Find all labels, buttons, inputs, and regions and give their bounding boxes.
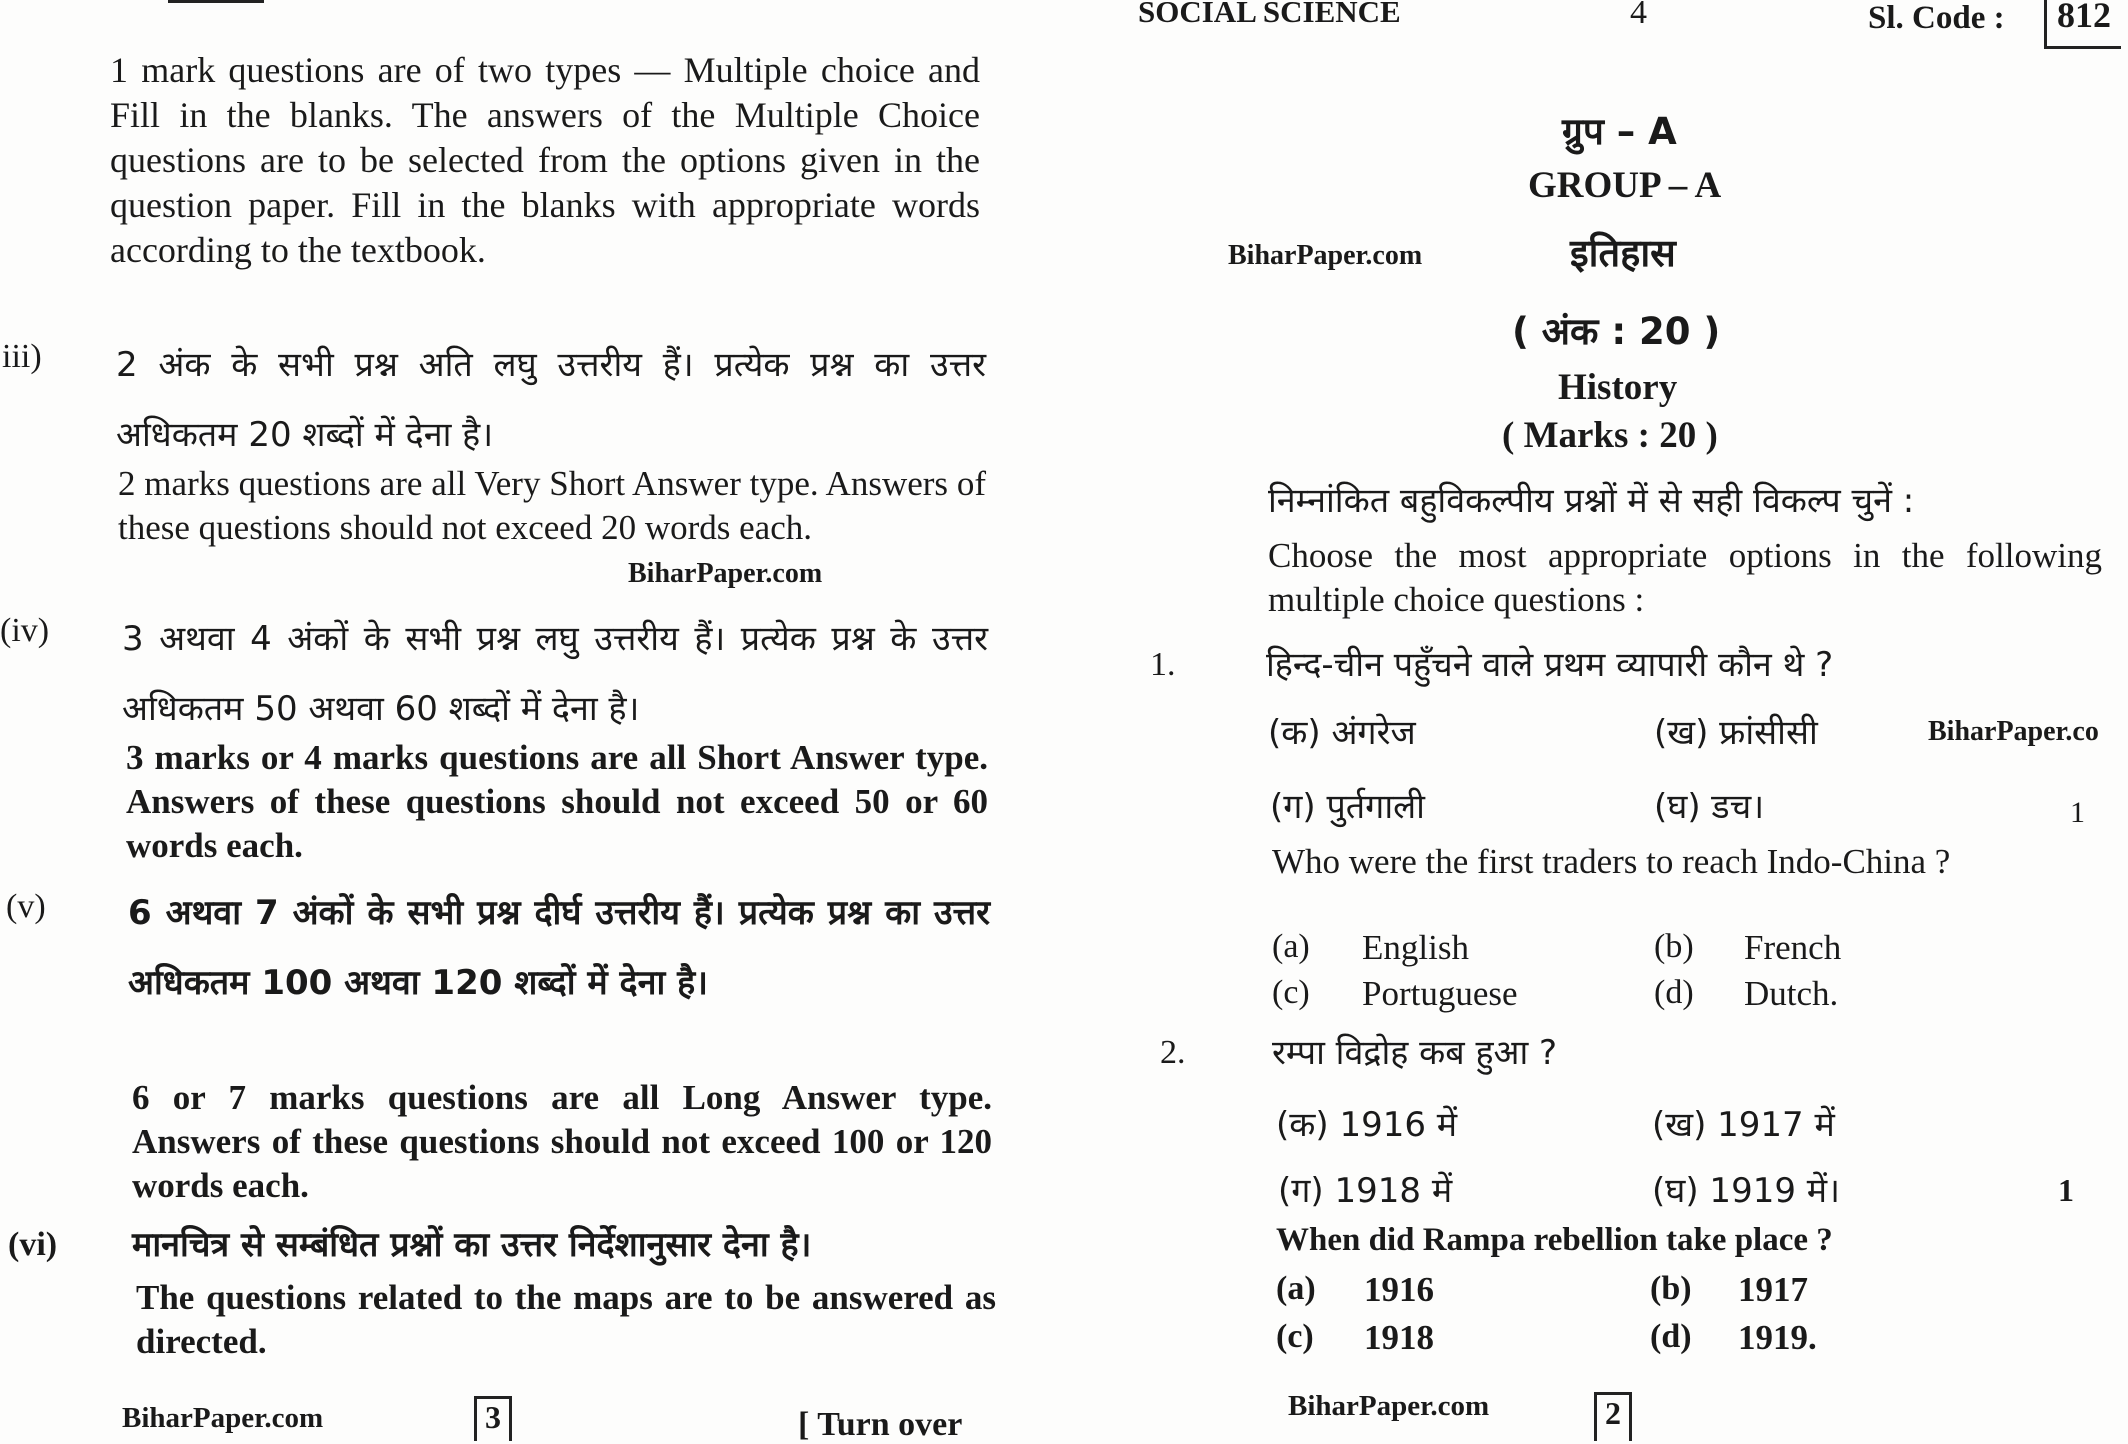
option-letter: (c) [1272, 974, 1310, 1011]
option-hindi: (ख) फ्रांसीसी [1654, 713, 1818, 753]
item-hindi: 2 अंक के सभी प्रश्न अति लघु उत्तरीय हैं। प्रत्येक प्रश्न का उत्तर अधिकतम 20 शब्दों में देना है। [116, 345, 986, 455]
question-hindi: हिन्द-चीन पहुँचने वाले प्रथम व्यापारी कौन थे ? [1266, 645, 1834, 685]
option-english: Portuguese [1362, 974, 1518, 1013]
page-number: 2 [1594, 1392, 1632, 1441]
option-hindi: (ख) 1917 में [1652, 1105, 1835, 1145]
question-number: 2. [1160, 1034, 1186, 1071]
question-hindi: रम्पा विद्रोह कब हुआ ? [1272, 1033, 1558, 1073]
question-marks: 1 [2070, 796, 2085, 829]
option-letter: (d) [1650, 1318, 1692, 1355]
option-english: 1918 [1364, 1318, 1434, 1357]
top-rule [168, 0, 264, 3]
watermark: BiharPaper.com [1228, 240, 1423, 271]
section-english: History [1558, 367, 1678, 408]
option-english: 1919. [1738, 1318, 1817, 1357]
option-hindi: (घ) डच। [1654, 787, 1765, 827]
option-letter: (b) [1654, 928, 1694, 965]
group-hindi: ग्रुप – A [1562, 110, 1677, 153]
intro-paragraph: 1 mark questions are of two types — Multiple choice and Fill in the blanks. The answers of the Multiple Choice questions are to be selected from the options given in the question paper. Fill in the blanks with appropriate words according to the textbook. [110, 50, 980, 270]
option-hindi: (क) 1916 में [1276, 1105, 1458, 1145]
item-english: 6 or 7 marks questions are all Long Answer type. Answers of these questions should not exceed 100 or 120 words each. [132, 1078, 992, 1205]
watermark: BiharPaper.co [1928, 716, 2099, 747]
option-english: French [1744, 928, 1842, 967]
option-hindi: (क) अंगरेज [1268, 713, 1416, 753]
item-number: (vi) [8, 1226, 58, 1263]
item-number: (iv) [0, 612, 50, 649]
option-english: 1916 [1364, 1270, 1434, 1309]
item-english: 3 marks or 4 marks questions are all Short Answer type. Answers of these questions should not exceed 50 or 60 words each. [126, 738, 988, 865]
item-english: The questions related to the maps are to be answered as directed. [136, 1278, 996, 1361]
option-letter: (a) [1276, 1270, 1316, 1307]
header-page-number: 4 [1630, 0, 1647, 31]
group-english: GROUP – A [1528, 165, 1722, 206]
subject-title: SOCIAL SCIENCE [1138, 0, 1401, 29]
marks-english: ( Marks : 20 ) [1502, 415, 1718, 456]
marks-hindi: ( अंक : 20 ) [1512, 310, 1721, 353]
item-hindi: 6 अथवा 7 अंकों के सभी प्रश्न दीर्घ उत्तरीय हैं। प्रत्येक प्रश्न का उत्तर अधिकतम 100 अथवा 120 शब्दों में देना है। [128, 893, 990, 1003]
option-letter: (a) [1272, 928, 1310, 965]
option-english: English [1362, 928, 1469, 967]
watermark: BiharPaper.com [628, 558, 823, 589]
item-number: (v) [6, 888, 46, 925]
option-hindi: (ग) 1918 में [1278, 1171, 1453, 1211]
page-number: 3 [474, 1396, 512, 1441]
code-label: Sl. Code : [1868, 0, 2005, 36]
question-marks: 1 [2058, 1172, 2074, 1208]
footer-watermark: BiharPaper.com [1288, 1390, 1490, 1422]
option-hindi: (घ) 1919 में। [1652, 1171, 1840, 1211]
item-hindi: 3 अथवा 4 अंकों के सभी प्रश्न लघु उत्तरीय हैं। प्रत्येक प्रश्न के उत्तर अधिकतम 50 अथवा 60 शब्दों में देना है। [122, 619, 988, 729]
question-english: When did Rampa rebellion take place ? [1276, 1222, 1833, 1258]
section-hindi: इतिहास [1570, 231, 1676, 275]
turn-over: [ Turn over [798, 1406, 963, 1443]
footer-watermark: BiharPaper.com [122, 1402, 324, 1434]
item-number: iii) [2, 338, 42, 375]
item-english: 2 marks questions are all Very Short Answer type. Answers of these questions should not exceed 20 words each. [118, 464, 986, 547]
option-letter: (b) [1650, 1270, 1692, 1307]
code-value: 812 [2044, 0, 2121, 49]
instruction-english: Choose the most appropriate options in the following multiple choice questions : [1268, 536, 2102, 619]
option-letter: (d) [1654, 974, 1694, 1011]
option-letter: (c) [1276, 1318, 1314, 1355]
instruction-hindi: निम्नांकित बहुविकल्पीय प्रश्नों में से सही विकल्प चुनें : [1268, 481, 1915, 521]
question-english: Who were the first traders to reach Indo-China ? [1272, 842, 1951, 881]
item-hindi: मानचित्र से सम्बंधित प्रश्नों का उत्तर निर्देशानुसार देना है। [132, 1225, 812, 1265]
option-english: Dutch. [1744, 974, 1839, 1013]
option-hindi: (ग) पुर्तगाली [1270, 787, 1425, 827]
question-number: 1. [1150, 646, 1176, 683]
option-english: 1917 [1738, 1270, 1808, 1309]
